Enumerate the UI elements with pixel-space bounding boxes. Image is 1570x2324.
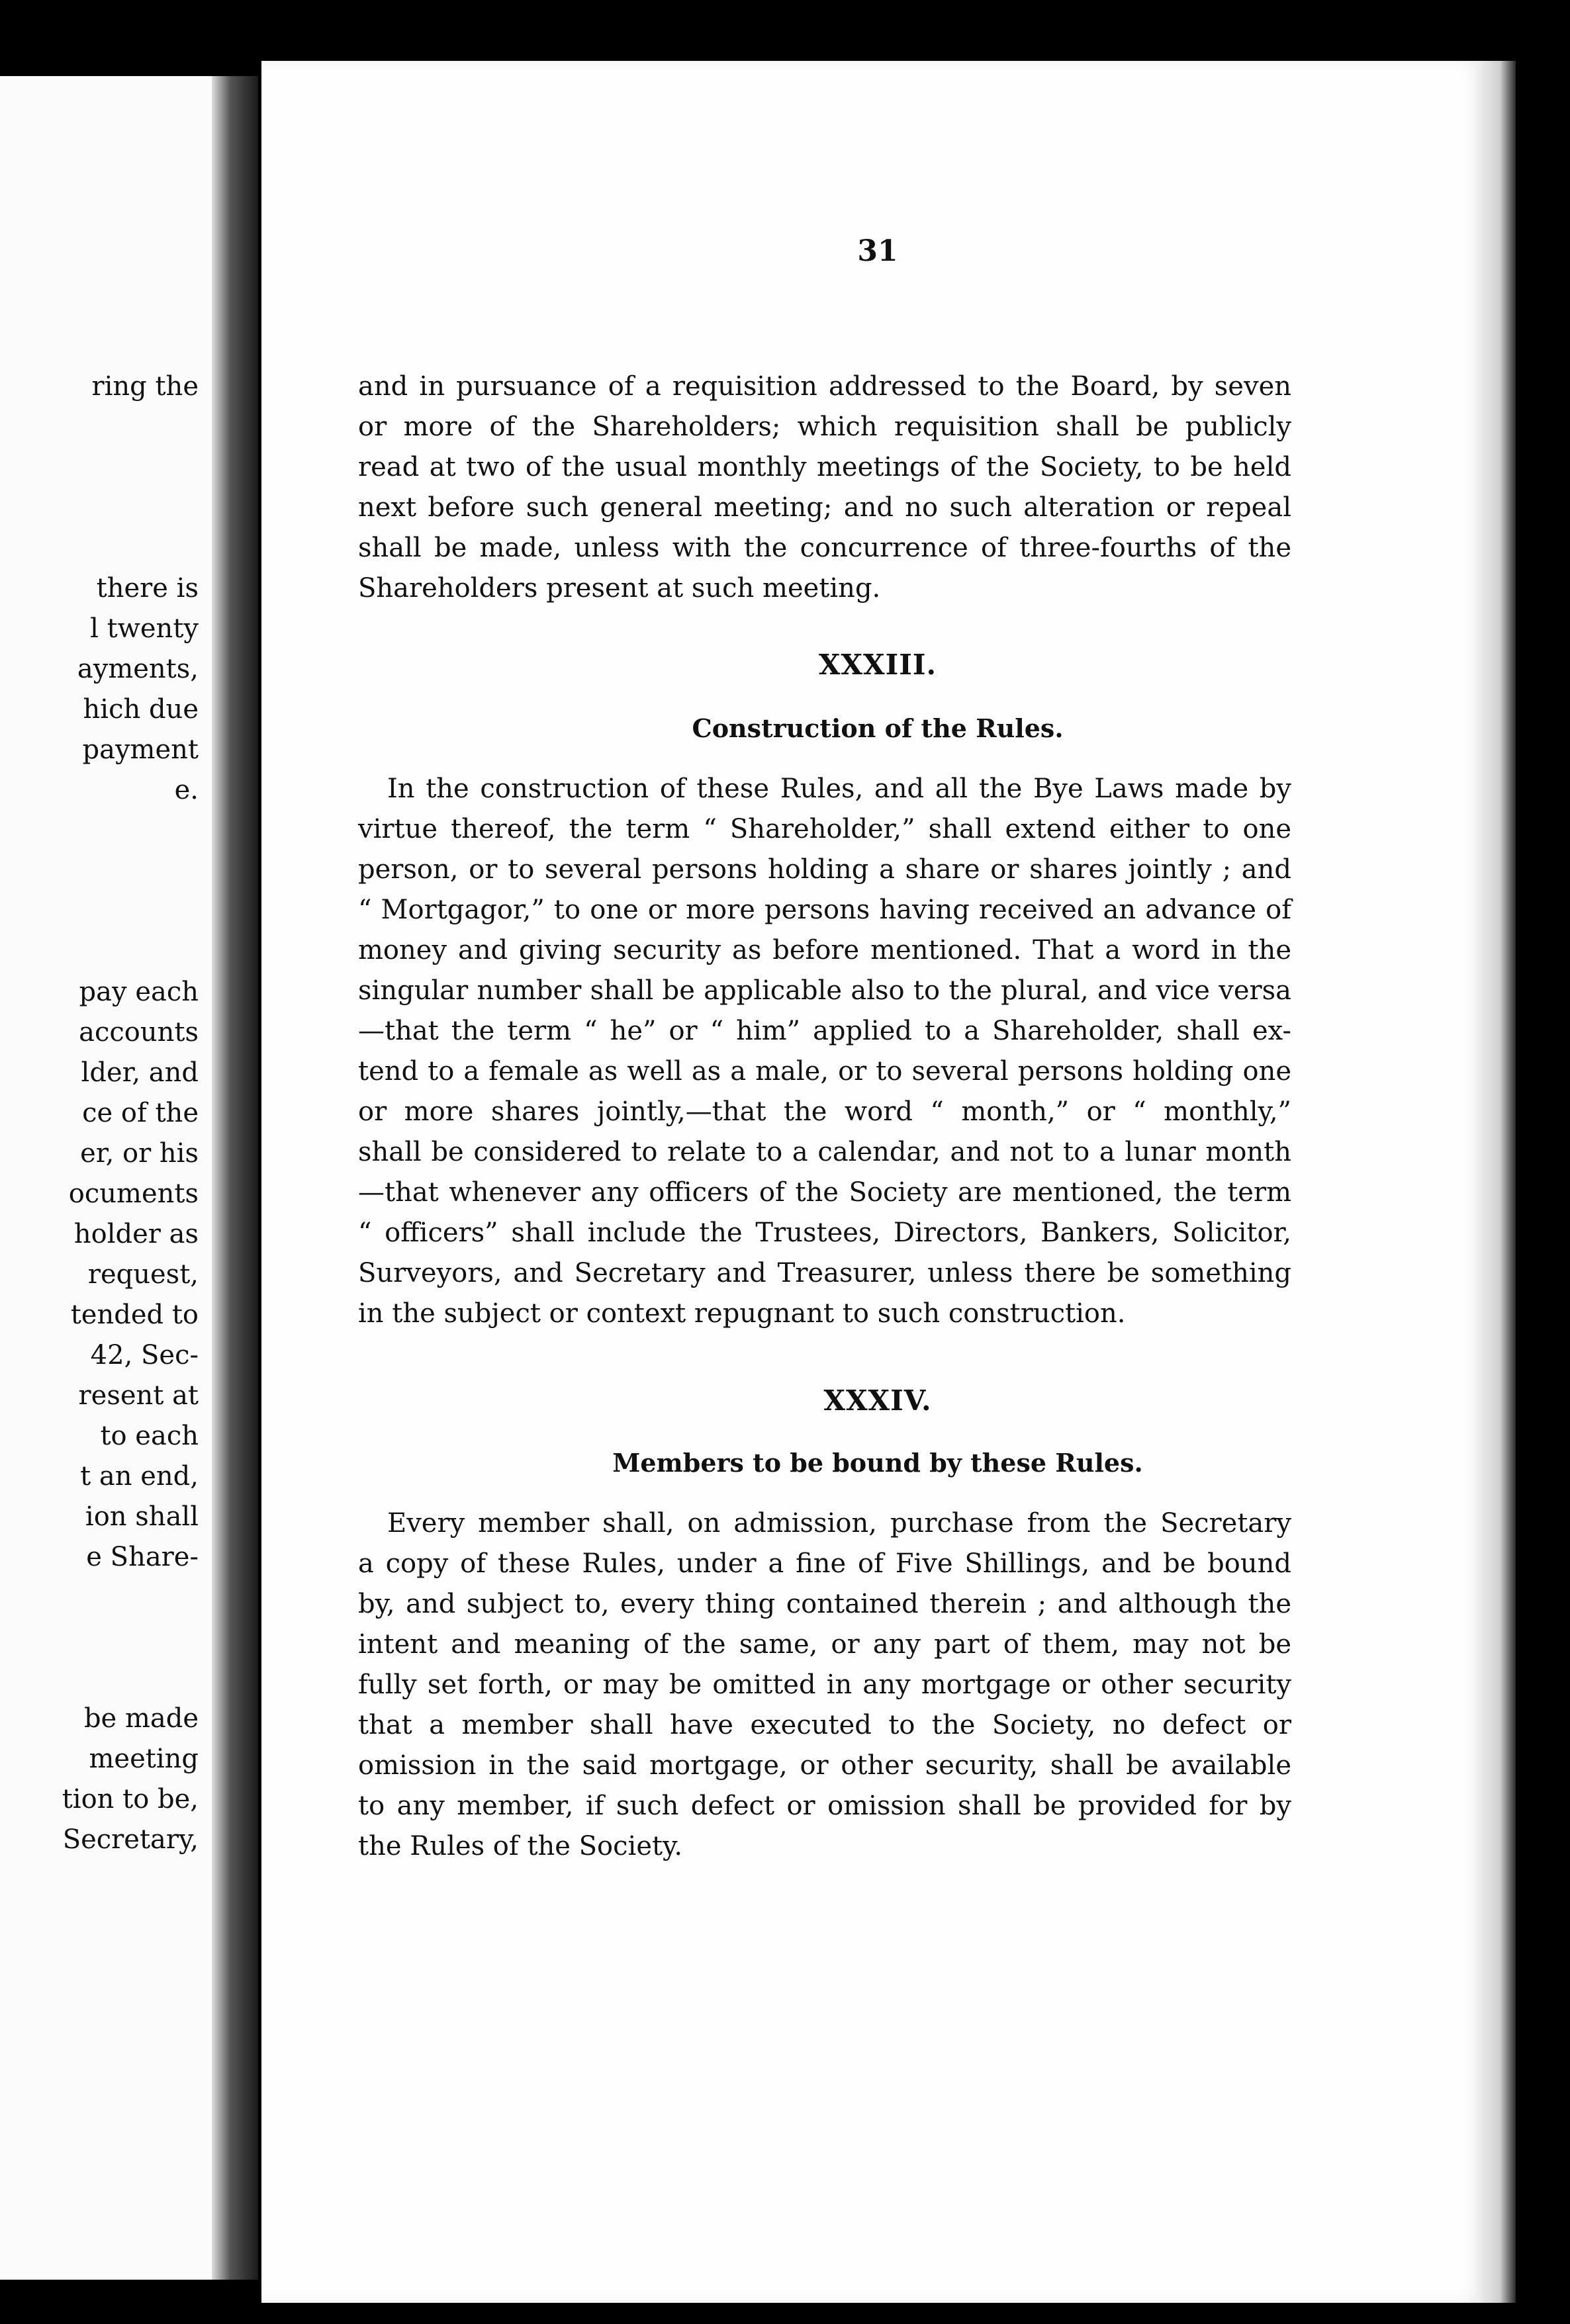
text-line: and in pursuance of a requisition addressed to the Board, by seven xyxy=(358,371,1291,402)
text-line: a copy of these Rules, under a fine of Five Shillings, and be bound xyxy=(358,1548,1291,1579)
text-line: shall be considered to relate to a calendar, and not to a lunar month xyxy=(358,1137,1291,1167)
previous-page-text xyxy=(0,367,199,1860)
section-xxxiii-paragraph xyxy=(358,769,1291,1334)
previous-page-line: meeting xyxy=(89,1744,199,1774)
text-line: shall be made, unless with the concurrence of three-fourths of the xyxy=(358,533,1291,563)
text-line: by, and subject to, every thing contained therein ; and although the xyxy=(358,1589,1291,1619)
text-line: —that whenever any officers of the Society are mentioned, the term xyxy=(358,1177,1291,1208)
previous-page-line: holder as xyxy=(73,1219,199,1249)
previous-page-line: be made xyxy=(83,1703,199,1734)
previous-page-line: request, xyxy=(87,1259,199,1290)
previous-page-line: hich due xyxy=(83,694,199,725)
text-line: In the construction of these Rules, and all the Bye Laws made by xyxy=(387,774,1291,804)
previous-page-line xyxy=(0,1658,199,1699)
text-line: that a member shall have executed to the Society, no defect or xyxy=(358,1710,1291,1740)
text-line: tend to a female as well as a male, or to several persons holding one xyxy=(358,1056,1291,1087)
book-gutter xyxy=(212,76,258,2280)
previous-page-line: e Share- xyxy=(86,1542,199,1572)
text-line: next before such general meeting; and no such alteration or repeal xyxy=(358,492,1291,523)
previous-page-line: there is xyxy=(96,573,199,603)
text-line: in the subject or context repugnant to such construction. xyxy=(358,1298,1126,1329)
text-line: singular number shall be applicable also to the plural, and vice versa xyxy=(358,975,1291,1006)
previous-page-line xyxy=(0,1618,199,1658)
previous-page-line: t an end, xyxy=(80,1461,199,1492)
previous-page-line: tion to be, xyxy=(62,1784,199,1814)
previous-page-line xyxy=(0,488,199,528)
text-line: Every member shall, on admission, purchase from the Secretary xyxy=(387,1508,1291,1539)
text-line: —that the term “ he” or “ him” applied to a Shareholder, shall ex- xyxy=(358,1016,1291,1046)
text-line: virtue thereof, the term “ Shareholder,” shall extend either to one xyxy=(358,814,1291,844)
text-line: person, or to several persons holding a share or shares jointly ; and xyxy=(358,854,1291,885)
previous-page-line: e. xyxy=(174,775,199,805)
text-line: the Rules of the Society. xyxy=(358,1831,683,1861)
text-line: “ officers” shall include the Trustees, Directors, Bankers, Solicitor, xyxy=(358,1218,1291,1248)
previous-page-line: payment xyxy=(82,735,199,765)
previous-page-fragment xyxy=(0,76,238,2280)
previous-page-line: Secretary, xyxy=(62,1824,199,1855)
previous-page-line: ce of the xyxy=(82,1098,199,1128)
previous-page-line: 42, Sec- xyxy=(90,1340,199,1370)
previous-page-line xyxy=(0,811,199,851)
previous-page-line xyxy=(0,932,199,972)
previous-page-line: lder, and xyxy=(81,1057,199,1088)
text-line: or more shares jointly,—that the word “ month,” or “ monthly,” xyxy=(358,1096,1291,1127)
previous-page-line: ayments, xyxy=(77,654,199,684)
previous-page-line: ring the xyxy=(91,371,199,402)
previous-page-line: ocuments xyxy=(68,1179,199,1209)
text-line: intent and meaning of the same, or any part of them, may not be xyxy=(358,1629,1291,1660)
previous-page-line xyxy=(0,407,199,447)
previous-page-line xyxy=(0,1578,199,1618)
text-line: fully set forth, or may be omitted in any mortgage or other security xyxy=(358,1670,1291,1700)
text-line: or more of the Shareholders; which requisition shall be publicly xyxy=(358,412,1291,442)
page xyxy=(261,61,1494,2303)
previous-page-line: accounts xyxy=(79,1017,199,1048)
previous-page-line xyxy=(0,851,199,891)
text-line: omission in the said mortgage, or other security, shall be available xyxy=(358,1750,1291,1781)
text-line: read at two of the usual monthly meetings of the Society, to be held xyxy=(358,452,1291,482)
text-line: “ Mortgagor,” to one or more persons having received an advance of xyxy=(358,895,1291,925)
previous-page-line: er, or his xyxy=(80,1138,199,1169)
section-xxxiv-paragraph xyxy=(358,1503,1291,1867)
previous-page-line: to each xyxy=(100,1421,199,1451)
text-line: Shareholders present at such meeting. xyxy=(358,573,881,603)
rule-continuation-paragraph xyxy=(358,367,1291,609)
previous-page-line xyxy=(0,528,199,568)
section-number-xxxiv: XXXIV. xyxy=(823,1384,932,1417)
text-line: to any member, if such defect or omission shall be provided for by xyxy=(358,1791,1291,1821)
page-number: 31 xyxy=(857,234,898,268)
previous-page-line xyxy=(0,447,199,488)
section-title-construction: Construction of the Rules. xyxy=(692,713,1064,743)
section-title-members: Members to be bound by these Rules. xyxy=(612,1448,1143,1478)
previous-page-line xyxy=(0,891,199,932)
previous-page-line: tended to xyxy=(70,1300,199,1330)
previous-page-line: ion shall xyxy=(85,1501,199,1532)
page-edge xyxy=(1476,61,1516,2303)
previous-page-line: resent at xyxy=(78,1380,199,1411)
section-number-xxxiii: XXXIII. xyxy=(818,648,937,681)
text-line: money and giving security as before mentioned. That a word in the xyxy=(358,935,1291,965)
previous-page-line: pay each xyxy=(79,977,199,1007)
text-line: Surveyors, and Secretary and Treasurer, unless there be something xyxy=(358,1258,1291,1288)
previous-page-line: l twenty xyxy=(90,613,199,644)
